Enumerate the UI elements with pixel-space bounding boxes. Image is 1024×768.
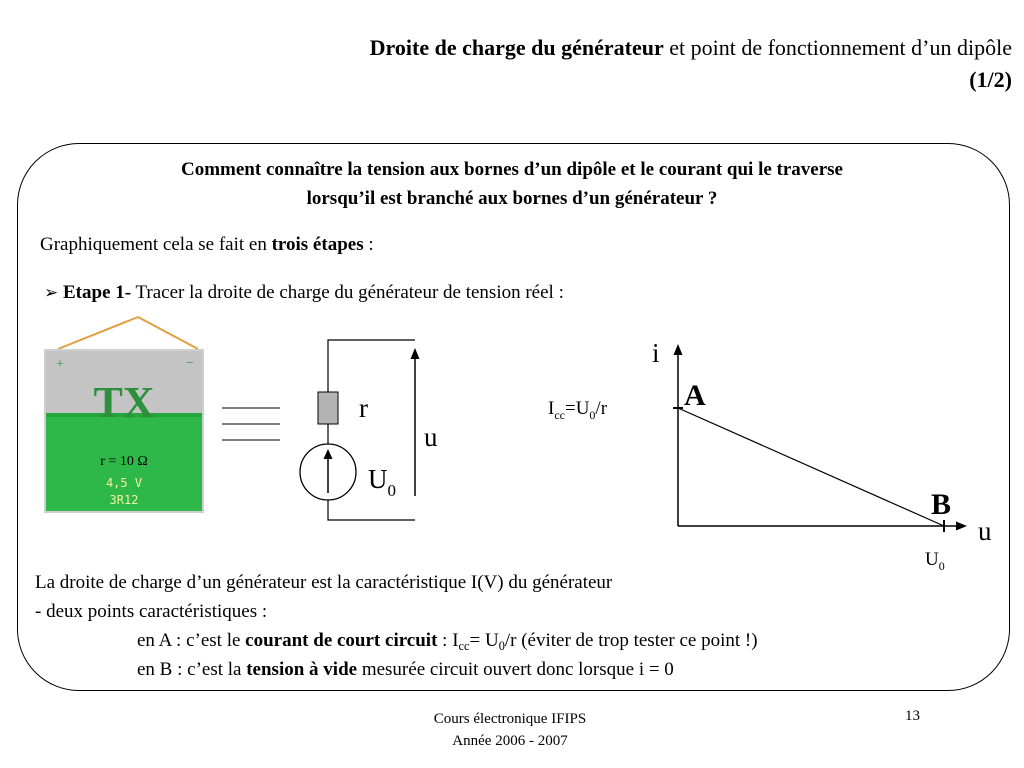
title-bold: Droite de charge du générateur — [369, 35, 664, 60]
step-1 — [44, 281, 564, 305]
x-axis-arrow-icon — [956, 522, 967, 531]
point-a-description: en A : c’est le courant de court circuit : $I_{cc}= U_0/r$ (éviter de trop tester ce point !) — [137, 630, 758, 653]
explanation-line-1: La droite de charge d’un générateur est la caractéristique I(V) du générateur — [35, 572, 613, 593]
load-line-graph — [540, 338, 1010, 578]
bullet-arrow-icon: ➢ — [44, 283, 59, 303]
u0-tick-label: $U_0$ — [925, 549, 945, 573]
explanation — [35, 568, 758, 684]
footer — [380, 708, 640, 752]
footer-year: Année 2006 - 2007 — [452, 733, 568, 749]
intro-bold: trois étapes — [271, 234, 364, 255]
slide-title — [112, 32, 1012, 96]
equivalence-sign — [220, 404, 284, 444]
load-line — [678, 408, 944, 526]
icc-label: $I_{cc}=U_0/r$ — [548, 398, 608, 422]
point-b-label: B — [931, 488, 952, 521]
source-label: $U_0$ — [368, 464, 396, 500]
title-normal: et point de fonctionnement d’un dipôle — [663, 35, 1012, 60]
battery-illustration — [40, 315, 210, 515]
explanation-line-2: - deux points caractéristiques : — [35, 601, 268, 622]
battery-wire-left — [58, 317, 138, 349]
battery-resistance: r = 10 Ω — [100, 454, 148, 469]
page-number: 13 — [905, 708, 920, 724]
generator-circuit — [290, 330, 440, 530]
resistor-r — [318, 392, 338, 424]
x-axis-label: u — [978, 516, 992, 546]
battery-plus-sign: + — [56, 357, 64, 372]
point-a-label: A — [684, 379, 706, 412]
intro-text — [40, 233, 374, 257]
title-part: (1/2) — [969, 67, 1012, 92]
battery-minus-sign: − — [186, 356, 194, 371]
battery-wire-right — [138, 317, 198, 349]
intro-tail: : — [363, 234, 374, 255]
battery-brand: TX — [93, 378, 155, 427]
intro-prefix: Graphiquement cela se fait en — [40, 234, 272, 255]
question — [40, 155, 984, 213]
y-axis-label: i — [652, 338, 660, 368]
resistor-label: r — [359, 393, 368, 423]
y-axis-arrow-icon — [674, 344, 683, 355]
circuit-wire-bottom — [328, 500, 415, 520]
question-line-2: lorsqu’il est branché aux bornes d’un générateur ? — [306, 188, 718, 209]
question-line-1: Comment connaître la tension aux bornes d’un dipôle et le courant qui le traverse — [181, 159, 843, 180]
battery-model: 3R12 — [109, 493, 139, 507]
battery-voltage: 4,5 V — [105, 476, 143, 490]
point-b-description: en B : c’est la tension à vide mesurée circuit ouvert donc lorsque i = 0 — [137, 659, 674, 680]
u-label: u — [424, 422, 438, 452]
step-1-text: Tracer la droite de charge du générateur de tension réel : — [131, 282, 564, 303]
footer-course: Cours électronique IFIPS — [433, 711, 587, 727]
circuit-wire-top — [328, 340, 415, 392]
step-1-label: Etape 1- — [63, 282, 132, 303]
